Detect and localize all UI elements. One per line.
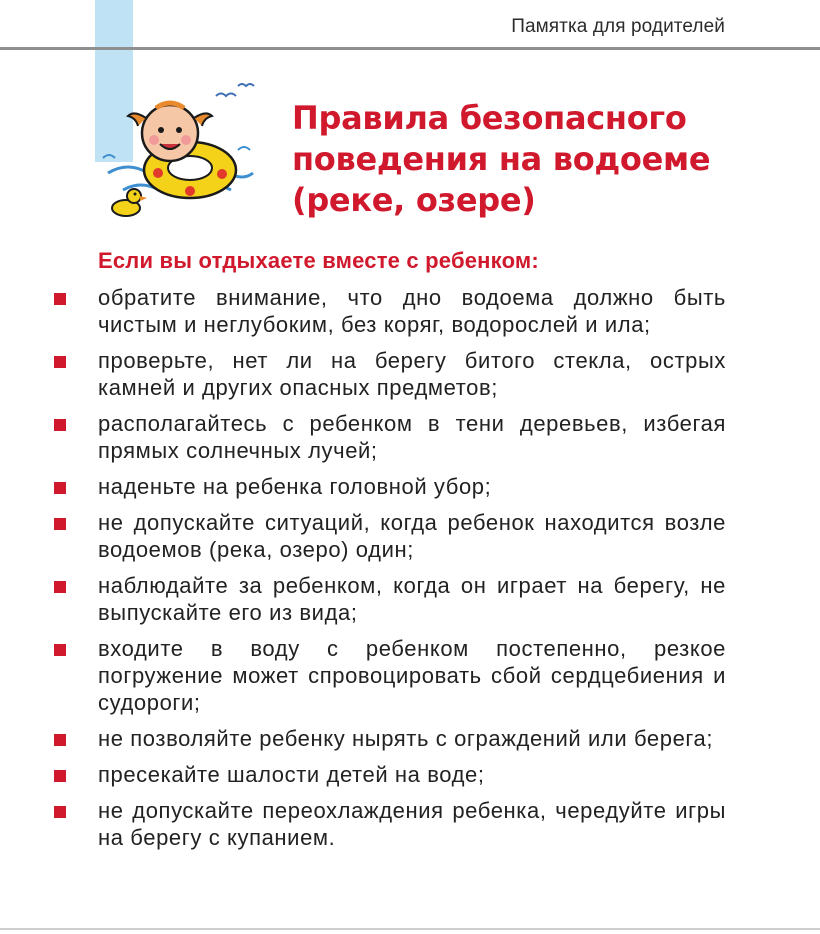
rule-text: наблюдайте за ребенком, когда он играет на берегу, не выпускайте его из вида; [98, 573, 726, 625]
rule-item [54, 284, 726, 338]
rule-text: проверьте, нет ли на берегу битого стекла, острых камней и других опасных предметов; [98, 348, 726, 400]
rule-text: обратите внимание, что дно водоема должно быть чистым и неглубоким, без коряг, водорослей и ила; [98, 285, 726, 337]
header-label: Памятка для родителей [511, 16, 725, 37]
bullet-square-icon [54, 518, 66, 530]
rule-text: не позволяйте ребенку нырять с ограждений или берега; [98, 726, 714, 751]
bullet-square-icon [54, 419, 66, 431]
bullet-square-icon [54, 581, 66, 593]
rule-text: не допускайте переохлаждения ребенка, чередуйте игры на берегу с купанием. [98, 798, 726, 850]
rule-text: входите в воду с ребенком постепенно, резкое погружение может спровоцировать сбой сердцебиения и судороги; [98, 636, 726, 715]
rule-item [54, 635, 726, 716]
bullet-square-icon [54, 734, 66, 746]
bullet-square-icon [54, 356, 66, 368]
rules-list [54, 284, 726, 860]
bullet-square-icon [54, 293, 66, 305]
bullet-square-icon [54, 770, 66, 782]
rule-item [54, 509, 726, 563]
rule-item [54, 410, 726, 464]
rule-item [54, 347, 726, 401]
bullet-square-icon [54, 644, 66, 656]
rule-item [54, 725, 726, 752]
rule-text: располагайтесь с ребенком в тени деревьев, избегая прямых солнечных лучей; [98, 411, 726, 463]
bullet-square-icon [54, 806, 66, 818]
footer-divider [0, 928, 820, 930]
header-divider [0, 47, 820, 50]
section-subtitle: Если вы отдыхаете вместе с ребенком: [98, 248, 539, 273]
rule-text: пресекайте шалости детей на воде; [98, 762, 485, 787]
rule-item [54, 761, 726, 788]
rule-text: наденьте на ребенка головной убор; [98, 474, 492, 499]
child-swim-ring-icon [98, 78, 268, 228]
title-line: Правила безопасного [292, 99, 687, 137]
rule-item [54, 473, 726, 500]
rule-item [54, 797, 726, 851]
rule-item [54, 572, 726, 626]
rule-text: не допускайте ситуаций, когда ребенок находится возле водоемов (река, озеро) один; [98, 510, 726, 562]
bullet-square-icon [54, 482, 66, 494]
page-title [292, 98, 752, 221]
title-line: поведения на водоеме [292, 140, 711, 178]
title-line: (реке, озере) [292, 181, 536, 219]
